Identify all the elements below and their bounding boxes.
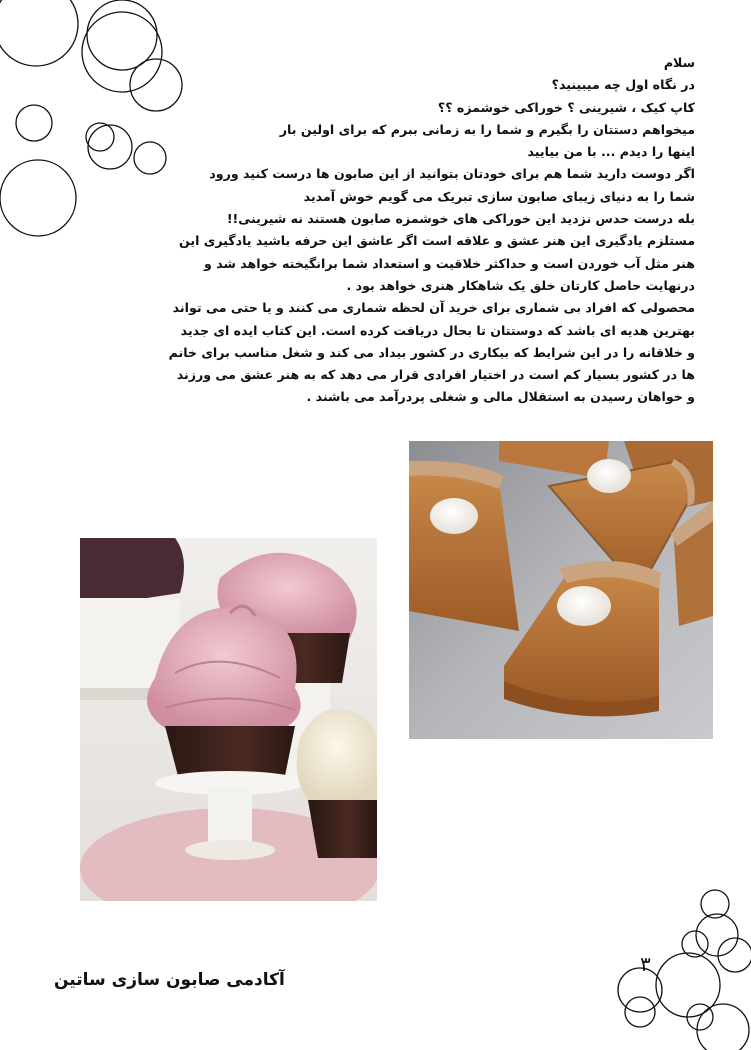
text-line: و خلاقانه را در این شرایط که بیکاری در کشور بیداد می کند و شغل مناسب برای خانم xyxy=(168,344,695,360)
text-line: و خواهان رسیدن به استقلال مالی و شغلی پردرآمد می باشند . xyxy=(306,389,695,405)
footer-title: آکادمی صابون سازی ساتین xyxy=(54,970,285,990)
text-line: هنر مثل آب خوردن است و حداکثر خلاقیت و استعداد شما برانگیخته خواهد شد و xyxy=(204,255,695,271)
cupcake-soap-photo xyxy=(80,538,377,901)
text-line: شما را به دنیای زیبای صابون سازی تبریک می گویم خوش آمدید xyxy=(303,188,695,204)
text-line: مستلزم یادگیری این هنر عشق و علاقه است اگر عاشق این حرفه باشید یادگیری این xyxy=(179,233,695,249)
page-number: ۳ xyxy=(640,952,651,976)
text-line: ها در کشور بسیار کم است در اختیار افرادی قرار می دهد که به هنر عشق می ورزند xyxy=(176,367,695,383)
text-line: میخواهم دستتان را بگیرم و شما را به زمانی ببرم که برای اولین بار xyxy=(279,121,695,137)
text-line: اینها را دیدم ... با من بیایید xyxy=(527,144,695,160)
text-line: در نگاه اول چه میبینید؟ xyxy=(551,77,695,93)
text-line: کاپ کیک ، شیرینی ؟ خوراکی خوشمزه ؟؟ xyxy=(437,99,695,115)
text-line: سلام xyxy=(663,55,695,70)
text-line: بهترین هدیه ای باشد که دوستتان تا بحال دریافت کرده است. این کتاب ایده ای جدید xyxy=(180,322,695,338)
body-text xyxy=(120,52,695,409)
pie-slice-soap-photo xyxy=(409,441,713,739)
text-line: درنهایت حاصل کارتان خلق یک شاهکار هنری خواهد بود . xyxy=(346,277,695,293)
text-line: بله درست حدس نزدید این خوراکی های خوشمزه صابون هستند نه شیرینی!! xyxy=(226,211,695,227)
text-line: محصولی که افراد بی شماری برای خرید آن لحظه شماری می کنند و یا حتی می تواند xyxy=(172,300,695,316)
text-line: اگر دوست دارید شما هم برای خودتان بتوانید از این صابون ها درست کنید ورود xyxy=(209,166,695,182)
